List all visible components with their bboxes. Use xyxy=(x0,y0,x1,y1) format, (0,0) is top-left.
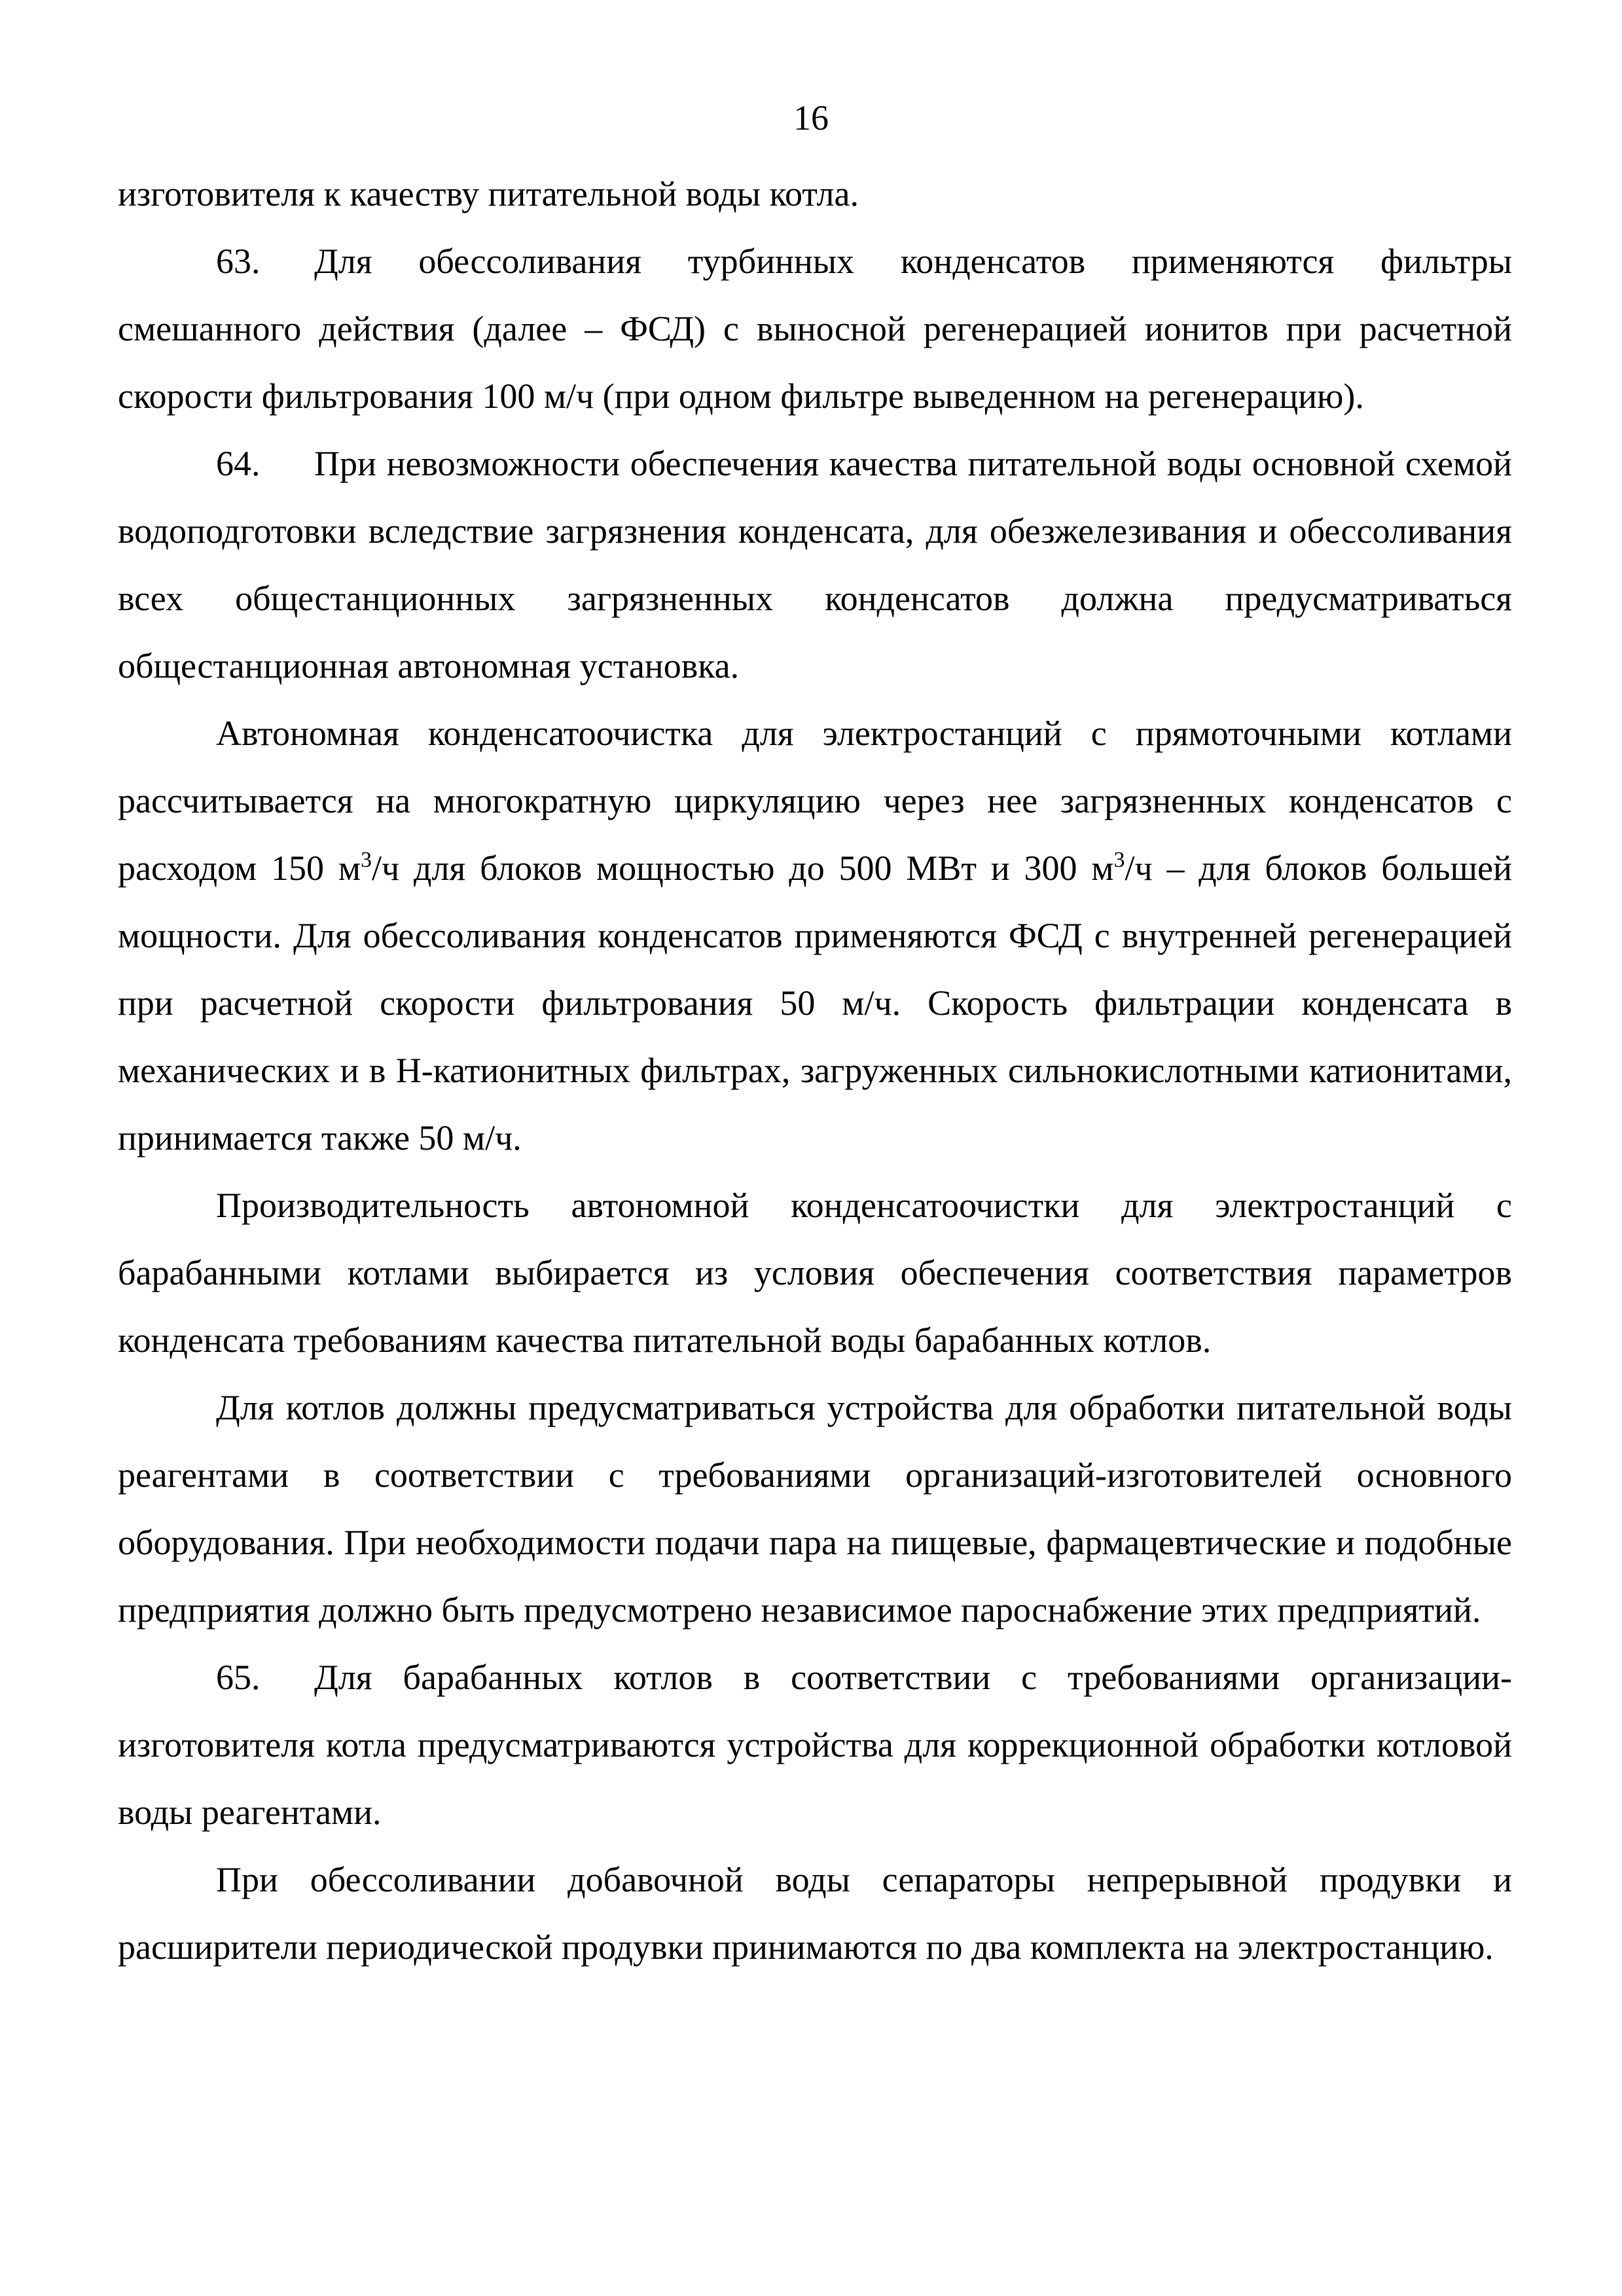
item-number-65: 65. xyxy=(216,1658,261,1697)
item-number-63: 63. xyxy=(216,242,261,281)
document-body xyxy=(118,160,1512,1981)
paragraph-autonomous-cleaning xyxy=(118,700,1512,1172)
paragraph-autonomous-text-b: /ч для блоков мощностью до 500 МВт и 300 м xyxy=(372,848,1114,888)
superscript-3: 3 xyxy=(361,848,372,872)
paragraph-63-text: Для обессоливания турбинных конденсатов применяются фильтры смешанного действия (далее – ФСД) с выносной регенерацией ионитов при расчетной скорости фильтрования 100 м/ч (при одном фильтре выведенном на регенерацию). xyxy=(118,242,1512,416)
paragraph-64 xyxy=(118,430,1512,700)
paragraph-productivity: Производительность автономной конденсатоочистки для электростанций с барабанными котлами выбирается из условия обеспечения соответствия параметров конденсата требованиям качества питательной воды барабанных котлов. xyxy=(118,1186,1512,1360)
paragraph-64-text: При невозможности обеспечения качества питательной воды основной схемой водоподготовки вследствие загрязнения конденсата, для обезжелезивания и обессоливания всех общестанционных загрязненных конденсатов должна предусматриваться общестанционная автономная установка. xyxy=(118,444,1512,685)
paragraph-65-text: Для барабанных котлов в соответствии с требованиями организации-изготовителя котла предусматриваются устройства для коррекционной обработки котловой воды реагентами. xyxy=(118,1658,1512,1832)
paragraph-continuation: изготовителя к качеству питательной воды котла. xyxy=(118,174,859,213)
item-number-64: 64. xyxy=(216,444,261,483)
paragraph-65 xyxy=(118,1644,1512,1846)
paragraph-desalination: При обессоливании добавочной воды сепараторы непрерывной продувки и расширители периодической продувки принимаются по два комплекта на электростанцию. xyxy=(118,1860,1512,1967)
paragraph-63 xyxy=(118,228,1512,430)
paragraph-boilers: Для котлов должны предусматриваться устройства для обработки питательной воды реагентами в соответствии с требованиями организаций-изготовителей основного оборудования. При необходимости подачи пара на пищевые, фармацевтические и подобные предприятия должно быть предусмотрено независимое пароснабжение этих предприятий. xyxy=(118,1388,1512,1630)
page-number: 16 xyxy=(793,98,829,137)
paragraph-autonomous-text-a: Автономная конденсатоочистка для электростанций с прямоточными котлами рассчитывается на многократную циркуляцию через нее загрязненных конденсатов с расходом 150 м xyxy=(118,714,1512,888)
paragraph-autonomous-text-c: /ч – для блоков большей мощности. Для обессоливания конденсатов применяются ФСД с внутренней регенерацией при расчетной скорости фильтрования 50 м/ч. Скорость фильтрации конденсата в механических и в Н-катионитных фильтрах, загруженных сильнокислотными катионитами, принимается также 50 м/ч. xyxy=(118,848,1513,1157)
superscript-3: 3 xyxy=(1113,848,1125,872)
